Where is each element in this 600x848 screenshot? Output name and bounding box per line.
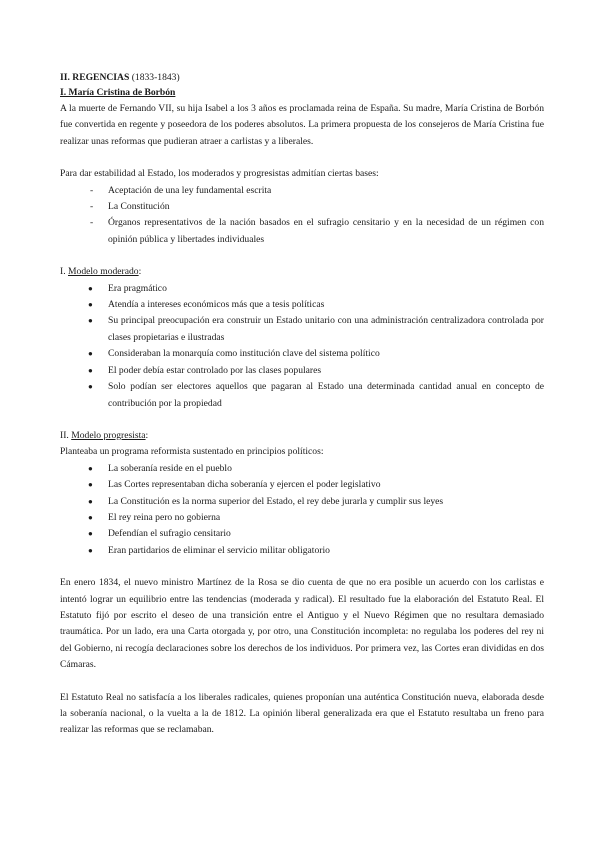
list-item: ● Atendía a intereses económicos más que a tesis políticas	[60, 297, 544, 313]
list-item: ● El poder debía estar controlado por las clases populares	[60, 363, 544, 379]
bullet-icon: ●	[88, 480, 93, 490]
list-item: - Órganos representativos de la nación basados en el sufragio censitario y en la necesidad de un régimen con opinión pública y libertades individuales	[90, 217, 544, 245]
bullet-icon: ●	[88, 512, 93, 522]
intro-paragraph: A la muerte de Fernando VII, su hija Isabel a los 3 años es proclamada reina de España. Su madre, María Cristina de Borbón fue convertida en regente y poseedora de los poderes absolutos. La primera propuesta de los consejeros de María Cristina fue realizar unas reformas que pudieran atraer a carlistas y a liberales.	[60, 103, 544, 147]
list-item: ● Su principal preocupación era construir un Estado unitario con una administración centralizadora controlada por clases propietarias e ilustradas	[88, 315, 544, 343]
progresista-list	[60, 461, 544, 559]
list-item: ● La soberanía reside en el pueblo	[60, 461, 544, 477]
bullet-icon: ●	[88, 283, 93, 293]
progresista-intro: Planteaba un programa reformista sustentado en principios políticos:	[60, 446, 324, 458]
progresista-heading: II. Modelo progresista:	[60, 429, 149, 441]
document-content	[60, 71, 544, 739]
section-years: (1833-1843)	[131, 72, 180, 83]
list-item: ● Eran partidarios de eliminar el servicio militar obligatorio	[60, 543, 544, 559]
bullet-icon: ●	[88, 300, 93, 310]
list-item: - La Constitución	[90, 201, 170, 213]
estatuto-paragraph: En enero 1834, el nuevo ministro Martínez de la Rosa se dio cuenta de que no era posible un acuerdo con los carlistas e intentó lograr un equilibrio entre las tendencias (moderada y radical). El resultado fue la elaboración del Estatuto Real. El Estatuto fijó por escrito el deseo de una transición entre el Antiguo y el Nuevo Régimen que no resultara demasiado traumática. Por un lado, era una Carta otorgada y, por otro, una Constitución incompleta: no regulaba los poderes del rey ni del Gobierno, ni recogía declaraciones sobre los derechos de los individuos. Por primera vez, las Cortes eran divididas en dos Cámaras.	[60, 577, 544, 671]
bullet-icon: ●	[88, 545, 93, 555]
bases-intro: Para dar estabilidad al Estado, los moderados y progresistas admitían ciertas bases:	[60, 168, 379, 180]
bullet-icon: ●	[88, 365, 93, 375]
bullet-icon: ●	[88, 349, 93, 359]
section-title	[60, 71, 544, 85]
moderado-list	[60, 281, 544, 412]
list-item: - Aceptación de una ley fundamental escrita	[90, 184, 272, 196]
bullet-icon: ●	[88, 463, 93, 473]
liberales-paragraph: El Estatuto Real no satisfacía a los liberales radicales, quienes proponían una auténtica Constitución nueva, elaborada desde la soberanía nacional, o la vuelta a la de 1812. La opinión liberal generalizada era que el Estatuto resultaba un freno para realizar las reformas que se reclamaban.	[60, 691, 544, 736]
bullet-icon: ●	[88, 529, 93, 539]
list-item: ● Solo podían ser electores aquellos que pagaran al Estado una determinada cantidad anual en concepto de contribución por la propiedad	[88, 381, 544, 409]
section-title-text: II. REGENCIAS	[60, 72, 130, 83]
list-item: ● Era pragmático	[60, 281, 544, 297]
bullet-icon: ●	[88, 382, 93, 392]
list-item: ● Consideraban la monarquía como institución clave del sistema político	[60, 346, 544, 362]
subsection-title: I. María Cristina de Borbón	[60, 87, 176, 98]
list-item: ● La Constitución es la norma superior del Estado, el rey debe jurarla y cumplir sus leyes	[60, 494, 544, 510]
list-item: ● El rey reina pero no gobierna	[60, 510, 544, 526]
bases-list	[60, 183, 544, 249]
bullet-icon: ●	[88, 496, 93, 506]
bullet-icon: ●	[88, 316, 93, 326]
list-item: ● Las Cortes representaban dicha soberanía y ejercen el poder legislativo	[60, 477, 544, 493]
moderado-heading: I. Modelo moderado:	[60, 266, 142, 278]
list-item: ● Defendían el sufragio censitario	[60, 526, 544, 542]
